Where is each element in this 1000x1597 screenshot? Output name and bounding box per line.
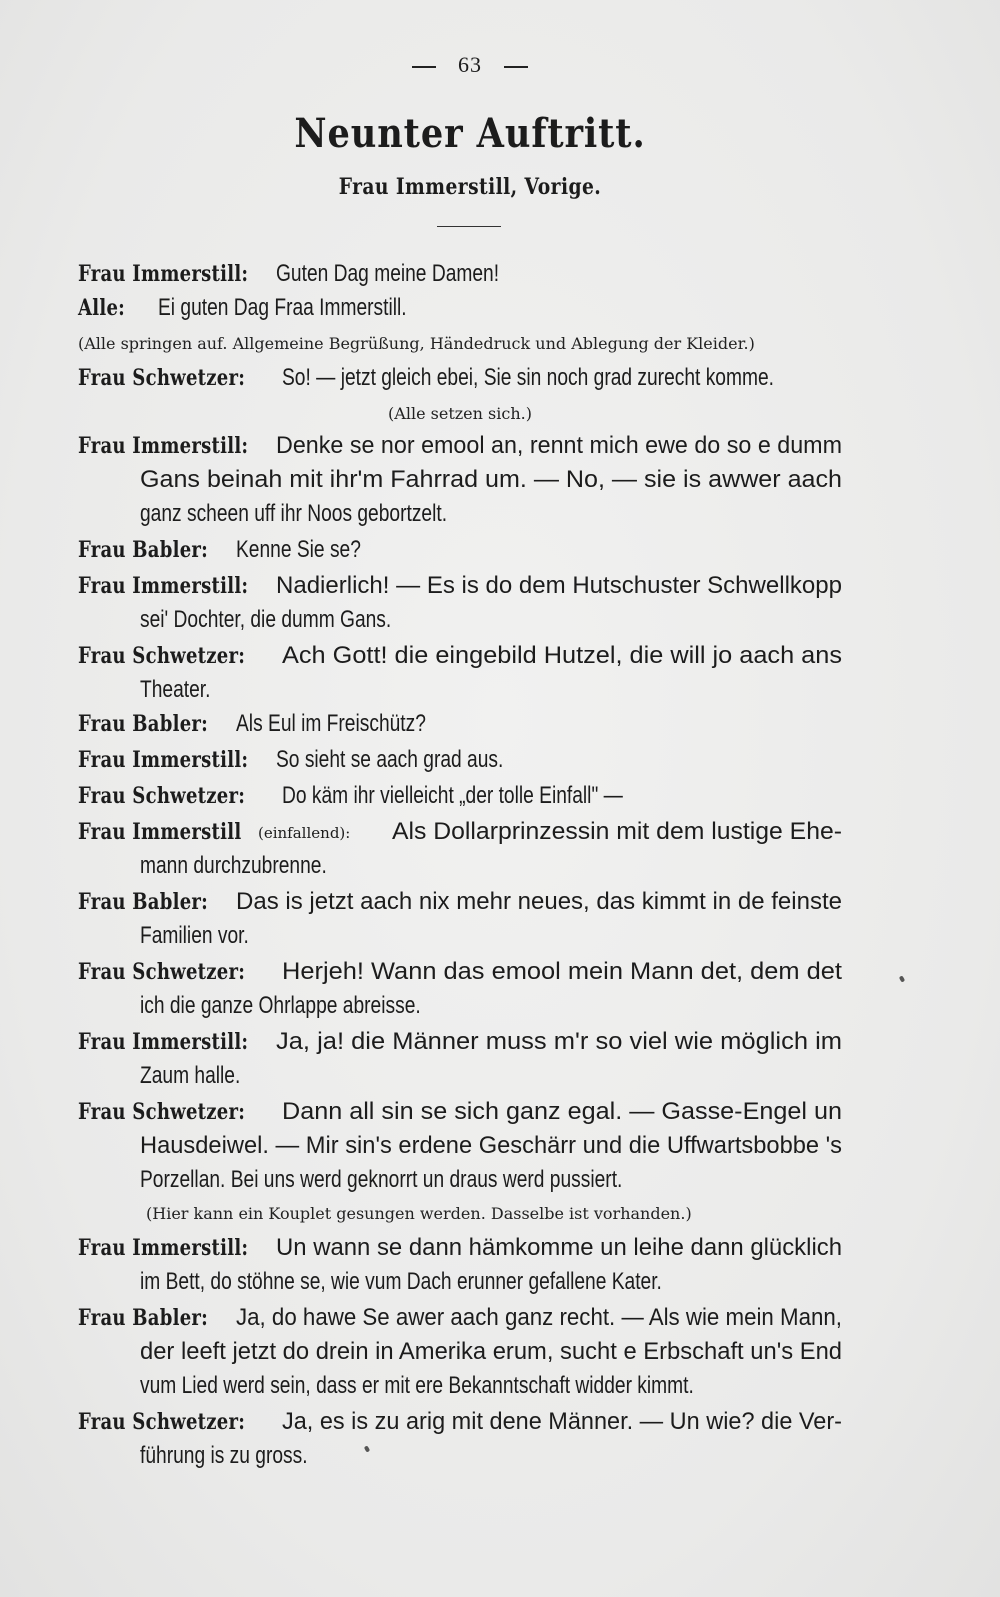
dialogue-line (78, 956, 842, 990)
dialogue-line (78, 744, 842, 778)
dialogue-line (78, 1440, 842, 1474)
dialogue-text-line: Zaum halle. (140, 1062, 241, 1089)
dialogue-line (78, 990, 842, 1024)
speaker-name: Frau Immerstill: (78, 1029, 249, 1055)
dialogue-text-line: Do käm ihr vielleicht „der tolle Einfall" — (282, 782, 623, 809)
speaker-name: Frau Immerstill: (78, 433, 249, 459)
dialogue-text-line: Porzellan. Bei uns werd geknorrt un draus werd pussiert. (140, 1166, 623, 1193)
dialogue-text-line: vum Lied werd sein, dass er mit ere Bekanntschaft widder kimmt. (140, 1372, 694, 1399)
stage-direction-text: (Hier kann ein Kouplet gesungen werden. Dasselbe ist vorhanden.) (146, 1204, 692, 1223)
dialogue-text-line: Un wann se dann hämkomme un leihe dann glücklich (276, 1234, 842, 1261)
dialogue-line (78, 362, 842, 396)
dialogue-text-line: Familien vor. (140, 922, 249, 949)
dialogue-line (78, 1060, 842, 1094)
dialogue-line (78, 604, 842, 638)
speaker-name: Alle: (78, 295, 126, 321)
dialogue-line (78, 1266, 842, 1300)
dialogue-line (78, 1026, 842, 1060)
speaker-name: Frau Immerstill: (78, 747, 249, 773)
speaker-name: Frau Immerstill (78, 819, 242, 845)
dialogue-text-line: Guten Dag meine Damen! (276, 260, 500, 287)
scene-title: Neunter Auftritt. (294, 110, 646, 157)
dialogue-text-line: Theater. (140, 676, 211, 703)
dialogue-text-line: Dann all sin se sich ganz egal. — Gasse-Engel un (282, 1098, 842, 1125)
page-number-text: 63 (458, 52, 482, 77)
stage-direction-text: (Alle springen auf. Allgemeine Begrüßung, Händedruck und Ablegung der Kleider.) (78, 334, 755, 353)
dialogue-line (78, 430, 842, 464)
speaker-name: Frau Immerstill: (78, 573, 249, 599)
dialogue-line (78, 886, 842, 920)
stage-direction (78, 328, 842, 362)
speaker-name: Frau Schwetzer: (78, 1099, 246, 1125)
page-number-dash-right (504, 66, 528, 68)
dialogue-text-line: mann durchzubrenne. (140, 852, 327, 879)
dialogue-text-line: Als Dollarprinzessin mit dem lustige Ehe- (392, 818, 842, 845)
dialogue-text-line: Denke se nor emool an, rennt mich ewe do so e dumm (276, 432, 842, 459)
page-number-dash-left (412, 66, 436, 68)
dialogue-line (78, 1406, 842, 1440)
dialogue-line (78, 674, 842, 708)
dialogue-line (78, 850, 842, 884)
speaker-name: Frau Babler: (78, 889, 209, 915)
dialogue-text-line: Gans beinah mit ihr'm Fahrrad um. — No, — sie is awwer aach (140, 466, 843, 493)
dialogue-line (78, 1130, 842, 1164)
dialogue-line (78, 1370, 842, 1404)
speaker-name: Frau Schwetzer: (78, 783, 246, 809)
dialogue-line (78, 920, 842, 954)
dialogue-text-line: Ja, ja! die Männer muss m'r so viel wie möglich im (276, 1028, 842, 1055)
dialogue-text-line: Ja, es is zu arig mit dene Männer. — Un wie? die Ver- (282, 1408, 842, 1435)
dialogue-line (78, 816, 842, 850)
dialogue-text-line: ganz scheen uff ihr Noos gebortzelt. (140, 500, 448, 527)
dialogue-line (78, 780, 842, 814)
scene-persons: Frau Immerstill, Vorige. (338, 174, 602, 200)
dialogue-text-line: Das is jetzt aach nix mehr neues, das kimmt in de feinste (236, 888, 842, 915)
dialogue-line (78, 464, 842, 498)
stage-aside: (einfallend): (258, 824, 351, 842)
dialogue-line (78, 708, 842, 742)
dialogue-line (78, 498, 842, 532)
speaker-name: Frau Immerstill: (78, 261, 249, 287)
stage-direction-text: (Alle setzen sich.) (388, 404, 532, 423)
stage-direction (78, 1198, 842, 1232)
dialogue-text-line: Herjeh! Wann das emool mein Mann det, dem det (282, 958, 842, 985)
dialogue-text-line: im Bett, do stöhne se, wie vum Dach erunner gefallene Kater. (140, 1268, 662, 1295)
dialogue-text-line: der leeft jetzt do drein in Amerika erum, sucht e Erbschaft un's End (140, 1338, 842, 1365)
dialogue-text-line: Nadierlich! — Es is do dem Hutschuster Schwellkopp (276, 572, 842, 599)
dialogue-text-line: ich die ganze Ohrlappe abreisse. (140, 992, 421, 1019)
speaker-name: Frau Schwetzer: (78, 365, 246, 391)
dialogue-text-line: Als Eul im Freischütz? (236, 710, 426, 737)
dialogue-text-line: Ach Gott! die eingebild Hutzel, die will jo aach ans (282, 642, 842, 669)
dialogue-text-line: Kenne Sie se? (236, 536, 361, 563)
dialogue-line (78, 640, 842, 674)
print-speck (899, 975, 905, 982)
dialogue-line (78, 1096, 842, 1130)
speaker-name: Frau Schwetzer: (78, 1409, 246, 1435)
dialogue-text-line: Hausdeiwel. — Mir sin's erdene Geschärr und die Uffwartsbobbe 's (140, 1132, 842, 1159)
dialogue-text-line: Ja, do hawe Se awer aach ganz recht. — Als wie mein Mann, (236, 1304, 842, 1331)
dialogue-text (78, 258, 858, 1478)
speaker-name: Frau Babler: (78, 1305, 209, 1331)
dialogue-text-line: führung is zu gross. (140, 1442, 308, 1469)
dialogue-line (78, 1336, 842, 1370)
dialogue-line (78, 1164, 842, 1198)
speaker-name: Frau Babler: (78, 537, 209, 563)
dialogue-line (78, 534, 842, 568)
page-number (0, 52, 940, 78)
speaker-name: Frau Schwetzer: (78, 959, 246, 985)
stage-direction (78, 398, 842, 432)
speaker-name: Frau Immerstill: (78, 1235, 249, 1261)
dialogue-text-line: So sieht se aach grad aus. (276, 746, 504, 773)
dialogue-line (78, 570, 842, 604)
dialogue-line (78, 292, 842, 326)
dialogue-line (78, 1232, 842, 1266)
dialogue-text-line: sei' Dochter, die dumm Gans. (140, 606, 392, 633)
dialogue-text-line: Ei guten Dag Fraa Immerstill. (158, 294, 407, 321)
dialogue-line (78, 1302, 842, 1336)
title-divider (437, 226, 501, 227)
speaker-name: Frau Schwetzer: (78, 643, 246, 669)
dialogue-text-line: So! — jetzt gleich ebei, Sie sin noch grad zurecht komme. (282, 364, 774, 391)
dialogue-line (78, 258, 842, 292)
speaker-name: Frau Babler: (78, 711, 209, 737)
